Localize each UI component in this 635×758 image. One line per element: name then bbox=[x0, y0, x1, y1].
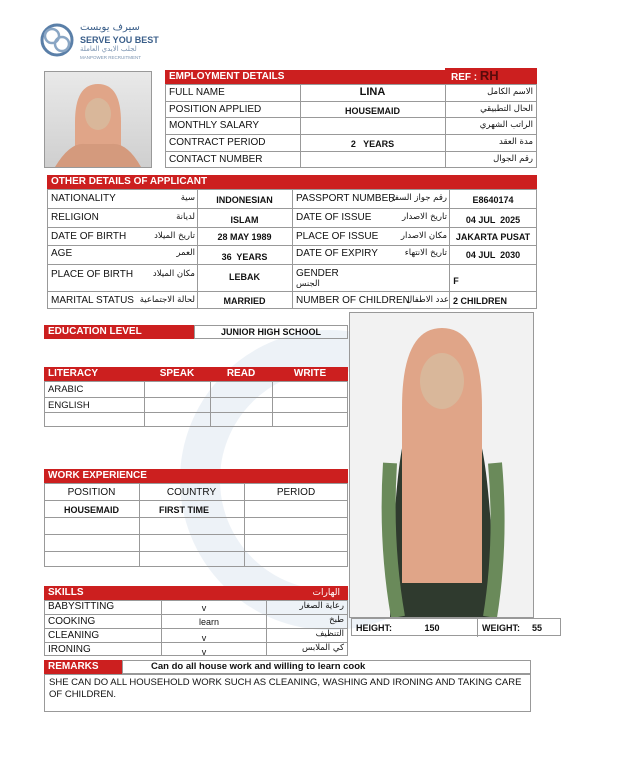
logo-arabic-sub: لجلب الايدي العاملة bbox=[80, 45, 137, 53]
work-col-position: POSITION bbox=[67, 487, 116, 498]
contract-label: CONTRACT PERIOD bbox=[169, 137, 266, 148]
logo-sub: MANPOWER RECRUITMENT bbox=[80, 55, 141, 60]
marital-label: MARITAL STATUS bbox=[51, 295, 134, 306]
remarks-title: Can do all house work and willing to learn cook bbox=[122, 660, 531, 674]
height-label: HEIGHT: bbox=[356, 623, 392, 633]
pob-ar: مكان الميلاد bbox=[152, 269, 195, 279]
skill-babysitting: BABYSITTING bbox=[48, 601, 115, 612]
skill-cooking-ar: طبخ bbox=[329, 615, 344, 625]
work-experience-header: WORK EXPERIENCE bbox=[44, 469, 348, 483]
work-col-period: PERIOD bbox=[276, 487, 316, 498]
position-ar: الحال التطبيقي bbox=[480, 104, 533, 114]
expiry-date-value: 04 JUL 2030 bbox=[465, 250, 521, 260]
skills-header-label: SKILLS bbox=[48, 587, 84, 598]
remarks-text: SHE CAN DO ALL HOUSEHOLD WORK SUCH AS CLEANING, WASHING AND IRONING AND TAKING CARE OF CHILDREN. bbox=[49, 677, 522, 700]
literacy-row-arabic: ARABIC bbox=[48, 384, 84, 395]
literacy-table bbox=[44, 367, 348, 427]
passport-label: PASSPORT NUMBER bbox=[296, 193, 396, 204]
company-logo bbox=[40, 22, 180, 67]
skill-ironing-mark: v bbox=[201, 647, 207, 657]
expiry-date-ar: تاريخ الانتهاء bbox=[404, 248, 447, 258]
skill-cooking: COOKING bbox=[48, 616, 96, 627]
remarks-header: REMARKS bbox=[44, 660, 122, 674]
nationality-label: NATIONALITY bbox=[51, 193, 116, 204]
salary-label: MONTHLY SALARY bbox=[169, 120, 260, 131]
logo-arabic: سيرف يوبست bbox=[80, 22, 140, 33]
position-label: POSITION APPLIED bbox=[169, 104, 262, 115]
weight-label: WEIGHT: bbox=[482, 623, 520, 633]
skill-ironing-ar: كي الملابس bbox=[302, 643, 344, 653]
age-value: 36 YEARS bbox=[221, 252, 268, 262]
dob-value: 28 MAY 1989 bbox=[217, 232, 272, 242]
work-row1-country: FIRST TIME bbox=[159, 505, 209, 515]
issue-date-ar: تاريخ الاصدار bbox=[402, 212, 447, 222]
literacy-col-speak: SPEAK bbox=[144, 367, 210, 381]
other-details-header: OTHER DETAILS OF APPLICANT bbox=[47, 175, 537, 189]
marital-ar: لحالة الاجتماعية bbox=[139, 295, 195, 305]
skill-babysitting-ar: رعاية الصغار bbox=[299, 601, 344, 611]
skill-cleaning-mark: v bbox=[201, 633, 207, 643]
literacy-col-read: READ bbox=[210, 367, 272, 381]
dob-ar: تاريخ الميلاد bbox=[154, 231, 195, 241]
pob-value: LEBAK bbox=[229, 272, 260, 282]
passport-ar: رقم جواز السفر bbox=[390, 193, 447, 203]
ref-label: REF : bbox=[451, 72, 478, 83]
weight-value: 55 bbox=[531, 623, 542, 633]
gender-value: F bbox=[453, 276, 459, 286]
issue-place-ar: مكان الاصدار bbox=[400, 231, 447, 241]
work-row1-position: HOUSEMAID bbox=[63, 505, 119, 515]
logo-name: SERVE YOU BEST bbox=[80, 35, 159, 45]
marital-value: MARRIED bbox=[223, 296, 266, 306]
nationality-value: INDONESIAN bbox=[216, 195, 273, 205]
work-experience-table bbox=[44, 469, 348, 567]
issue-place-value: JAKARTA PUSAT bbox=[455, 232, 531, 242]
literacy-row-english: ENGLISH bbox=[48, 400, 90, 411]
physical-row bbox=[351, 618, 561, 636]
skills-table bbox=[44, 586, 348, 656]
skills-header bbox=[44, 586, 348, 600]
skill-babysitting-mark: v bbox=[201, 603, 207, 613]
employment-table bbox=[165, 84, 537, 168]
ref-header bbox=[445, 68, 537, 84]
skill-ironing: IRONING bbox=[48, 644, 91, 655]
issue-date-label: DATE OF ISSUE bbox=[296, 212, 372, 223]
literacy-header: LITERACY bbox=[44, 367, 144, 381]
position-value: HOUSEMAID bbox=[344, 106, 400, 116]
religion-label: RELIGION bbox=[51, 212, 99, 223]
applicant-photo-large bbox=[349, 312, 534, 618]
ref-value: RH bbox=[479, 68, 499, 83]
nationality-ar: سية bbox=[180, 193, 195, 203]
expiry-date-label: DATE OF EXPIRY bbox=[296, 248, 378, 259]
pob-label: PLACE OF BIRTH bbox=[51, 269, 134, 280]
contact-ar: رقم الجوال bbox=[493, 154, 533, 164]
dob-label: DATE OF BIRTH bbox=[51, 231, 127, 242]
religion-ar: لديانة bbox=[176, 212, 195, 222]
skill-cooking-mark: learn bbox=[198, 617, 219, 627]
children-value: 2 CHILDREN bbox=[453, 296, 508, 306]
full-name-value: LINA bbox=[359, 86, 386, 98]
skill-cleaning: CLEANING bbox=[48, 630, 100, 641]
contract-ar: مدة العقد bbox=[499, 137, 533, 147]
education-label: EDUCATION LEVEL bbox=[44, 325, 194, 339]
contract-value: 2 YEARS bbox=[350, 139, 395, 149]
issue-place-label: PLACE OF ISSUE bbox=[296, 231, 379, 242]
skill-cleaning-ar: التنظيف bbox=[315, 629, 344, 639]
issue-date-value: 04 JUL 2025 bbox=[465, 215, 521, 225]
age-ar: العمر bbox=[176, 248, 195, 258]
logo-emblem-icon bbox=[40, 22, 74, 58]
children-label: NUMBER OF CHILDREN bbox=[296, 295, 410, 306]
education-value: JUNIOR HIGH SCHOOL bbox=[194, 325, 348, 339]
contact-label: CONTACT NUMBER bbox=[169, 154, 263, 165]
skills-header-ar: الهارات bbox=[312, 588, 340, 598]
gender-label: GENDER bbox=[296, 268, 339, 279]
work-col-country: COUNTRY bbox=[166, 487, 217, 498]
height-value: 150 bbox=[424, 623, 440, 633]
gender-ar: الجنس bbox=[296, 279, 320, 289]
salary-ar: الراتب الشهري bbox=[479, 120, 533, 130]
remarks-box bbox=[44, 674, 531, 712]
full-name-ar: الاسم الكامل bbox=[487, 87, 533, 97]
children-ar: عدد الاطفال bbox=[405, 295, 449, 305]
religion-value: ISLAM bbox=[230, 215, 259, 225]
applicant-photo-small bbox=[44, 71, 152, 168]
passport-value: E8640174 bbox=[472, 195, 514, 205]
employment-details-header: EMPLOYMENT DETAILS bbox=[165, 70, 445, 84]
full-name-label: FULL NAME bbox=[169, 87, 225, 98]
literacy-col-write: WRITE bbox=[272, 367, 348, 381]
age-label: AGE bbox=[51, 248, 73, 259]
other-details-table bbox=[47, 189, 537, 309]
